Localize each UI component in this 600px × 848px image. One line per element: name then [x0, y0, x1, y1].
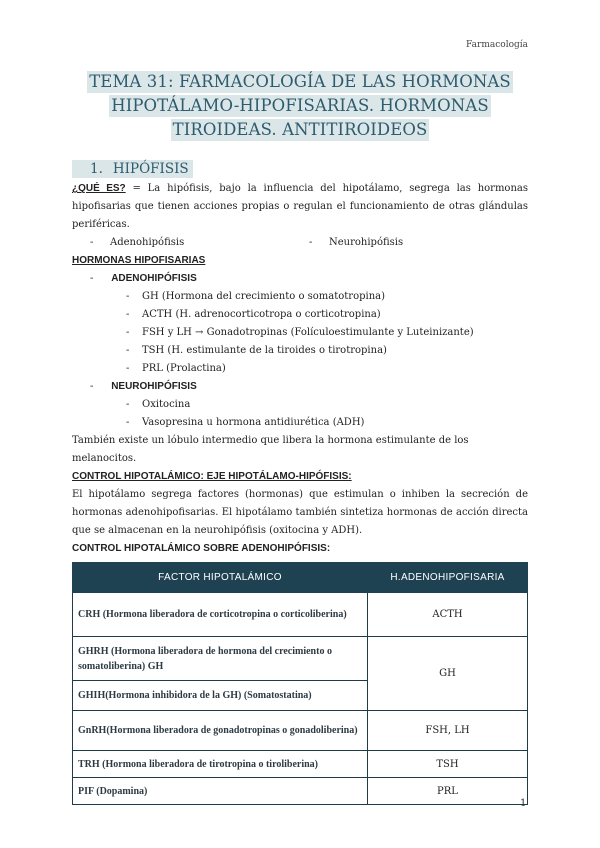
factor-cell: TRH (Hormona liberadora de tirotropina o tiroliberina)	[73, 751, 368, 778]
factor-cell: GnRH(Hormona liberadora de gonadotropinas o gonadoliberina)	[73, 711, 368, 751]
list-item: - Vasopresina u hormona antidiurética (ADH)	[126, 414, 528, 432]
table-row	[73, 778, 528, 805]
control-adeno-heading: CONTROL HIPOTALÁMICO SOBRE ADENOHIPÓFISIS:	[72, 543, 331, 554]
table-row	[73, 637, 528, 681]
que-es-label: ¿QUÉ ES?	[72, 183, 126, 194]
section-title: HIPÓFISIS	[112, 161, 189, 177]
page-number: 1	[520, 798, 527, 809]
factor-cell: GHRH (Hormona liberadora de hormona del crecimiento o somatoliberina) GH	[73, 637, 368, 681]
table-row	[73, 711, 528, 751]
list-item: - PRL (Prolactina)	[126, 360, 528, 378]
title-line-3: TIROIDEAS. ANTITIROIDEOS	[172, 120, 428, 139]
section-number: 1.	[90, 161, 103, 177]
table-row	[73, 593, 528, 637]
parts-list	[72, 234, 528, 252]
list-item	[90, 378, 528, 432]
list-item	[90, 270, 528, 378]
table-row	[73, 751, 528, 778]
hormona-cell: GH	[368, 637, 528, 711]
hormonas-list	[72, 270, 528, 432]
part-adenohipofisis: - Adenohipófisis	[90, 234, 309, 252]
control-heading: CONTROL HIPOTALÁMICO: EJE HIPOTÁLAMO-HIPÓFISIS:	[72, 471, 352, 482]
factor-cell: CRH (Hormona liberadora de corticotropina o corticoliberina)	[73, 593, 368, 637]
list-item: - ACTH (H. adrenocorticotropa o corticotropina)	[126, 306, 528, 324]
section-heading-hipofisis	[72, 160, 193, 178]
document-title	[0, 70, 600, 142]
hormona-cell: ACTH	[368, 593, 528, 637]
factor-cell: GHIH(Hormona inhibidora de la GH) (Somatostatina)	[73, 681, 368, 711]
part-neurohipofisis: - Neurohipófisis	[309, 234, 528, 252]
page-content	[72, 160, 528, 805]
hormona-cell: PRL	[368, 778, 528, 805]
running-header: Farmacología	[466, 40, 528, 50]
factor-table	[72, 562, 528, 805]
neuro-label: NEUROHIPÓFISIS	[111, 381, 197, 392]
lobulo-paragraph: También existe un lóbulo intermedio que libera la hormona estimulante de los melanocitos.	[72, 435, 469, 464]
list-item: - Oxitocina	[126, 396, 528, 414]
adeno-label: ADENOHIPÓFISIS	[111, 273, 197, 284]
list-item: - FSH y LH → Gonadotropinas (Folículoestimulante y Luteinizante)	[126, 324, 528, 342]
control-paragraph: El hipotálamo segrega factores (hormonas) que estimulan o inhiben la secreción de hormonas adenohipofisarias. El hipotálamo también sintetiza hormonas de acción directa que se almacenan en la neurohipófisis (oxitocina y ADH).	[72, 489, 528, 536]
que-es-text: = La hipófisis, bajo la influencia del hipotálamo, segrega las hormonas hipofisarias que tienen acciones propias o regulan el funcionamiento de otras glándulas periféricas.	[72, 183, 528, 230]
table-header-factor: FACTOR HIPOTALÁMICO	[73, 563, 368, 593]
hormona-cell: TSH	[368, 751, 528, 778]
adeno-sublist	[90, 288, 528, 378]
hormonas-heading: HORMONAS HIPOFISARIAS	[72, 255, 206, 266]
list-item: - GH (Hormona del crecimiento o somatotropina)	[126, 288, 528, 306]
title-line-2: HIPOTÁLAMO-HIPOFISARIAS. HORMONAS	[111, 96, 489, 115]
list-item: - TSH (H. estimulante de la tiroides o tirotropina)	[126, 342, 528, 360]
factor-cell: PIF (Dopamina)	[73, 778, 368, 805]
hormona-cell: FSH, LH	[368, 711, 528, 751]
title-line-1: TEMA 31: FARMACOLOGÍA DE LAS HORMONAS	[89, 72, 511, 91]
table-header-hormona: H.ADENOHIPOFISARIA	[368, 563, 528, 593]
table-header-row	[73, 563, 528, 593]
neuro-sublist	[90, 396, 528, 432]
que-es-paragraph	[72, 180, 528, 234]
